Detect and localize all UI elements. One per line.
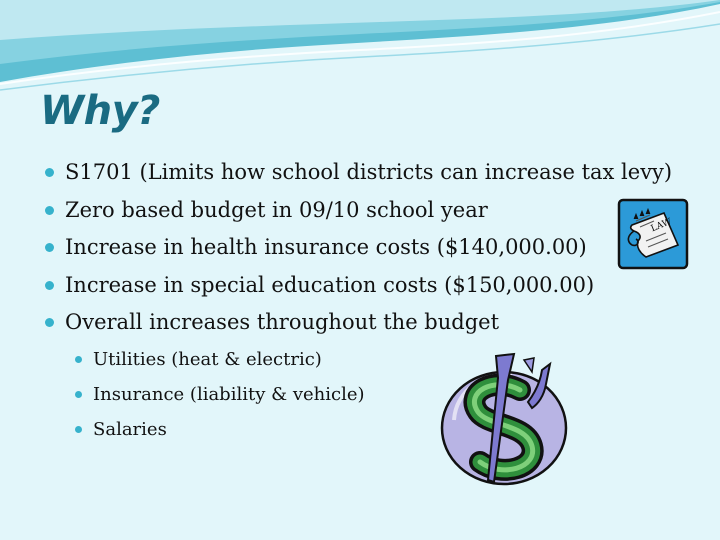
bullet-dot-icon — [45, 168, 54, 177]
bullet-text: Overall increases throughout the budget — [65, 310, 500, 334]
bullet-dot-icon — [45, 206, 54, 215]
sub-bullet-text: Insurance (liability & vehicle) — [93, 383, 365, 405]
bullet-text: Increase in health insurance costs ($140,000.00) — [65, 235, 587, 259]
bullet-dot-icon — [45, 318, 54, 327]
sub-bullet-item — [72, 342, 694, 377]
sub-bullet-text: Utilities (heat & electric) — [93, 348, 322, 370]
dollar-sign-icon — [434, 350, 574, 490]
law-scroll-icon — [616, 197, 690, 271]
header-wave-decoration — [0, 0, 720, 100]
bullet-item — [44, 192, 694, 230]
slide-title: Why? — [40, 88, 160, 134]
sub-bullet-dot-icon — [75, 426, 82, 433]
bullet-item — [44, 154, 694, 192]
bullet-dot-icon — [45, 281, 54, 290]
sub-bullet-list — [65, 342, 694, 447]
sub-bullet-text: Salaries — [93, 418, 167, 440]
sub-bullet-item — [72, 412, 694, 447]
bullet-item — [44, 304, 694, 447]
bullet-text: Increase in special education costs ($150,000.00) — [65, 272, 595, 297]
law-text: LAW — [649, 216, 674, 235]
bullet-list — [44, 154, 694, 447]
sub-bullet-item — [72, 377, 694, 412]
bullet-item — [44, 229, 694, 267]
bullet-text: S1701 (Limits how school districts can increase tax levy) — [65, 160, 673, 184]
bullet-text: Zero based budget in 09/10 school year — [65, 197, 488, 222]
sub-bullet-dot-icon — [75, 391, 82, 398]
bullet-item — [44, 267, 694, 305]
bullet-dot-icon — [45, 243, 54, 252]
sub-bullet-dot-icon — [75, 356, 82, 363]
